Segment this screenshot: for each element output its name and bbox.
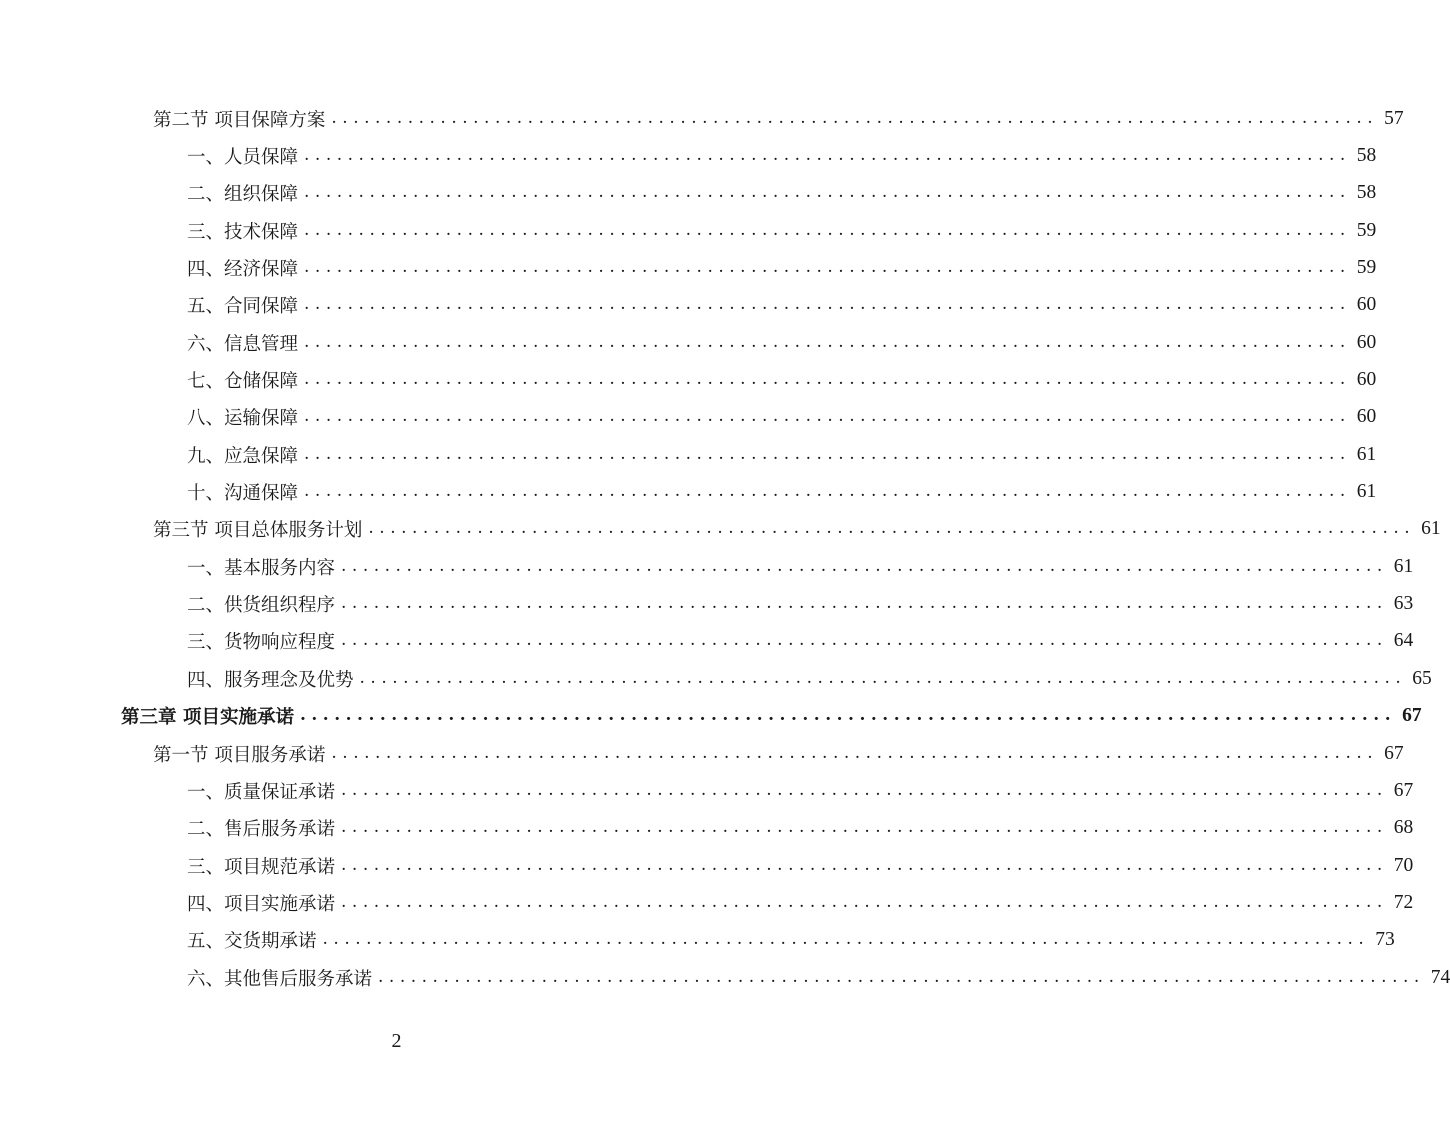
toc-entry-page: 67 xyxy=(1384,742,1404,764)
toc-entry-page: 58 xyxy=(1356,145,1377,167)
dot-leader: ................................................................................................ xyxy=(304,481,1351,502)
toc-entry-title: 三、技术保障 xyxy=(187,221,299,243)
toc-entry[interactable] xyxy=(0,137,1377,174)
toc-entry-title: 九、应急保障 xyxy=(187,445,299,467)
toc-entry-page: 74 xyxy=(1430,966,1450,988)
toc-entry-title: 四、经济保障 xyxy=(187,259,299,281)
dot-leader: ................................................................................................ xyxy=(341,630,1388,651)
toc-entry[interactable] xyxy=(0,436,1377,473)
toc-entry-page: 63 xyxy=(1393,593,1414,615)
dot-leader: ................................................................................................ xyxy=(304,443,1351,464)
dot-leader: ................................................................................................ xyxy=(341,593,1388,614)
toc-entry-title: 三、项目规范承诺 xyxy=(187,856,336,878)
toc-entry-page: 60 xyxy=(1356,331,1377,353)
dot-leader: ................................................................................................ xyxy=(341,854,1388,875)
toc-entry-page: 61 xyxy=(1356,481,1377,503)
toc-entry[interactable] xyxy=(0,511,1441,548)
toc-entry-page: 60 xyxy=(1356,406,1377,428)
toc-entry-page: 60 xyxy=(1356,294,1377,316)
toc-entry-page: 68 xyxy=(1393,817,1414,839)
toc-entry[interactable] xyxy=(0,660,1432,697)
dot-leader: ................................................................................................ xyxy=(304,406,1351,427)
toc-entry[interactable] xyxy=(0,287,1377,324)
toc-entry-page: 70 xyxy=(1393,854,1414,876)
dot-leader: ................................................................................................ xyxy=(331,742,1379,763)
dot-leader: ................................................................................................ xyxy=(304,294,1351,315)
dot-leader: ................................................................................................ xyxy=(304,219,1351,240)
dot-leader: ................................................................................................ xyxy=(304,182,1351,203)
dot-leader: ................................................................................................ xyxy=(341,555,1388,576)
dot-leader: ................................................................................................ xyxy=(359,667,1407,688)
dot-leader: ................................................................................................ xyxy=(368,518,1416,539)
toc-entry[interactable] xyxy=(0,100,1404,137)
dot-leader: ................................................................................................ xyxy=(299,705,1397,726)
toc-entry[interactable] xyxy=(0,212,1377,249)
toc-entry-page: 67 xyxy=(1393,779,1414,801)
toc-entry-page: 61 xyxy=(1356,443,1377,465)
dot-leader: ................................................................................................ xyxy=(304,369,1351,390)
toc-entry[interactable] xyxy=(0,324,1377,361)
toc-entry-page: 73 xyxy=(1375,929,1395,951)
toc-entry-title: 一、人员保障 xyxy=(187,147,299,169)
dot-leader: ................................................................................................ xyxy=(304,257,1351,278)
toc-entry-page: 60 xyxy=(1356,369,1377,391)
toc-entry-title: 五、合同保障 xyxy=(187,296,299,318)
toc-entry-title: 六、其他售后服务承诺 xyxy=(187,968,373,990)
toc-entry[interactable] xyxy=(0,585,1414,622)
toc-entry-title: 第三节 项目总体服务计划 xyxy=(153,520,363,542)
toc-entry[interactable] xyxy=(0,399,1377,436)
toc-entry-title: 四、服务理念及优势 xyxy=(187,669,354,691)
toc-entry-page: 72 xyxy=(1393,891,1414,913)
toc-entry[interactable] xyxy=(0,735,1404,772)
dot-leader: ................................................................................................ xyxy=(331,107,1379,128)
toc-entry[interactable] xyxy=(0,772,1414,809)
toc-entry[interactable] xyxy=(0,623,1414,660)
toc-entry-title: 六、信息管理 xyxy=(187,333,299,355)
toc-entry-title: 二、售后服务承诺 xyxy=(187,819,336,841)
toc-entry-title: 二、供货组织程序 xyxy=(187,595,336,617)
dot-leader: ................................................................................................ xyxy=(378,966,1425,987)
toc-entry-title: 三、货物响应程度 xyxy=(187,632,336,654)
toc-entry[interactable] xyxy=(0,361,1377,398)
toc-entry[interactable] xyxy=(0,548,1414,585)
toc-entry-title: 十、沟通保障 xyxy=(187,483,299,505)
toc-entry-page: 64 xyxy=(1393,630,1414,652)
dot-leader: ................................................................................................ xyxy=(341,891,1388,912)
toc-entry[interactable] xyxy=(0,175,1377,212)
toc-entry-page: 59 xyxy=(1356,219,1377,241)
toc-entry-title: 第一节 项目服务承诺 xyxy=(153,744,326,766)
table-of-contents xyxy=(0,100,1450,996)
toc-entry-page: 67 xyxy=(1402,705,1422,727)
toc-entry[interactable] xyxy=(0,922,1395,959)
toc-entry-title: 第三章 项目实施承诺 xyxy=(121,707,294,729)
toc-entry[interactable] xyxy=(0,810,1414,847)
toc-entry[interactable] xyxy=(0,249,1377,286)
page-number: 2 xyxy=(391,1030,402,1052)
toc-entry-page: 61 xyxy=(1421,518,1441,540)
toc-entry-title: 二、组织保障 xyxy=(187,184,299,206)
toc-entry-title: 五、交货期承诺 xyxy=(187,931,317,953)
dot-leader: ................................................................................................ xyxy=(341,817,1388,838)
toc-entry[interactable] xyxy=(0,473,1377,510)
toc-entry-page: 61 xyxy=(1393,555,1414,577)
dot-leader: ................................................................................................ xyxy=(322,929,1370,950)
toc-entry-title: 第二节 项目保障方案 xyxy=(153,109,326,131)
toc-entry-page: 59 xyxy=(1356,257,1377,279)
toc-chapter-entry[interactable] xyxy=(0,698,1422,735)
toc-entry[interactable] xyxy=(0,847,1414,884)
toc-entry[interactable] xyxy=(0,884,1414,921)
dot-leader: ................................................................................................ xyxy=(304,331,1351,352)
toc-entry-page: 58 xyxy=(1356,182,1377,204)
toc-entry-title: 四、项目实施承诺 xyxy=(187,893,336,915)
toc-entry-page: 57 xyxy=(1384,107,1404,129)
dot-leader: ................................................................................................ xyxy=(304,145,1351,166)
toc-entry[interactable] xyxy=(0,959,1450,996)
toc-entry-title: 七、仓储保障 xyxy=(187,371,299,393)
toc-entry-page: 65 xyxy=(1412,667,1432,689)
dot-leader: ................................................................................................ xyxy=(341,779,1388,800)
toc-entry-title: 一、基本服务内容 xyxy=(187,557,336,579)
toc-entry-title: 八、运输保障 xyxy=(187,408,299,430)
toc-entry-title: 一、质量保证承诺 xyxy=(187,781,336,803)
